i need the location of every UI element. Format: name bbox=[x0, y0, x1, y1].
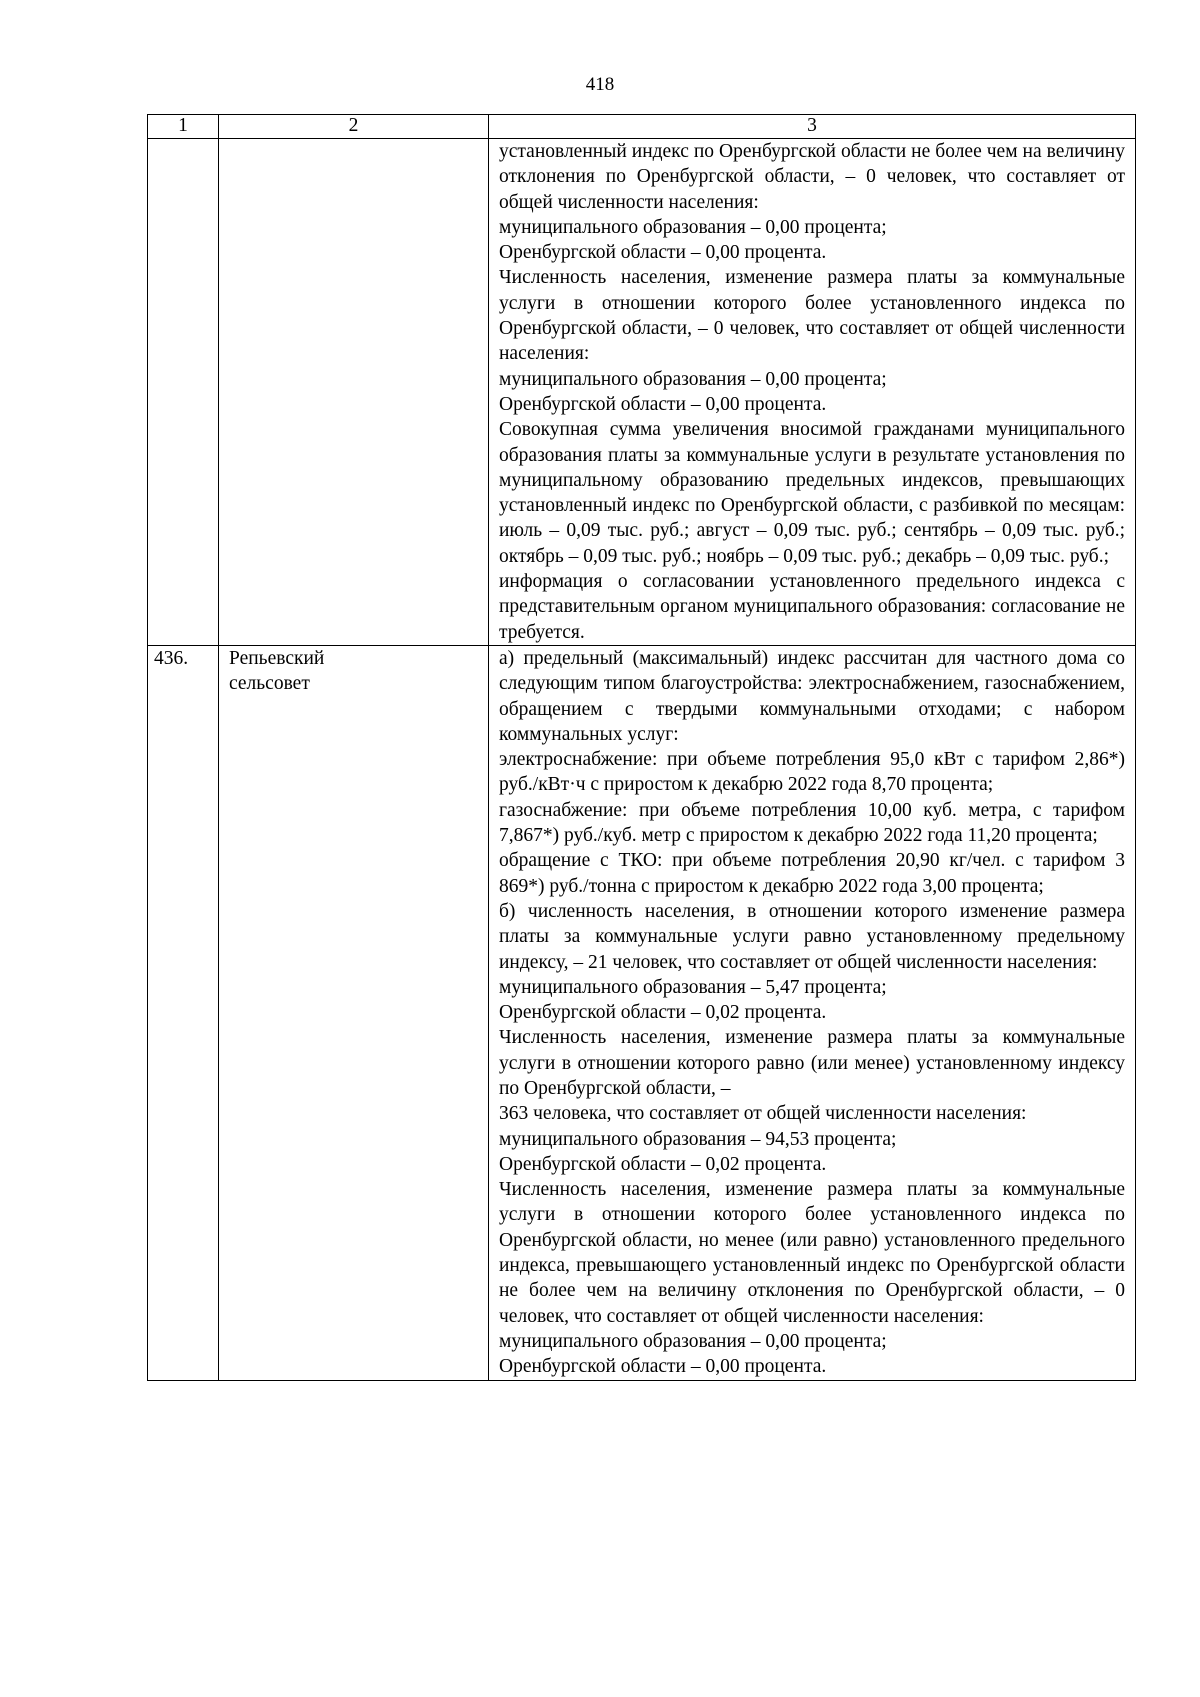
row-name-cell bbox=[219, 645, 489, 1380]
row-number-cell bbox=[148, 139, 219, 646]
paragraph: газоснабжение: при объеме потребления 10,00 куб. метра, с тарифом 7,867*) руб./куб. метр с приростом к декабрю 2022 года 11,20 процента; bbox=[499, 799, 1125, 847]
paragraph: установленный индекс по Оренбургской области не более чем на величину отклонения по Оренбургской области, – 0 человек, что составляет от общей численности населения: bbox=[499, 141, 1125, 213]
row-number-cell bbox=[148, 645, 219, 1380]
municipality-name-line-1: Репьевский bbox=[229, 647, 325, 669]
paragraph: 363 человека, что составляет от общей численности населения: bbox=[499, 1103, 1027, 1125]
paragraph: Оренбургской области – 0,00 процента. bbox=[499, 242, 827, 264]
table-header-row bbox=[148, 115, 1136, 139]
row-text-cell bbox=[489, 645, 1136, 1380]
page-number: 418 bbox=[585, 74, 615, 95]
paragraph: Оренбургской области – 0,02 процента. bbox=[499, 1153, 827, 1175]
paragraph: Оренбургской области – 0,02 процента. bbox=[499, 1002, 827, 1024]
column-header-1: 1 bbox=[148, 115, 219, 139]
municipality-name-line-2: сельсовет bbox=[229, 673, 310, 695]
table-row-436 bbox=[148, 645, 1136, 1380]
column-header-2: 2 bbox=[219, 115, 489, 139]
table-row-continuation bbox=[148, 139, 1136, 646]
row-name-cell bbox=[219, 139, 489, 646]
paragraph: Оренбургской области – 0,00 процента. bbox=[499, 393, 827, 415]
paragraph: Совокупная сумма увеличения вносимой гражданами муниципального образования платы за коммунальные услуги в результате установления по муниципальному образованию предельных индексов, превышающих установленный индекс по Оренбургской области, с разбивкой по месяцам: июль – 0,09 тыс. руб.; август – 0,09 тыс. руб.; сентябрь – 0,09 тыс. руб.; октябрь – 0,09 тыс. руб.; ноябрь – 0,09 тыс. руб.; декабрь – 0,09 тыс. руб.; bbox=[499, 419, 1125, 567]
paragraph: Численность населения, изменение размера платы за коммунальные услуги в отношении которого более установленного индекса по Оренбургской области, но менее (или равно) установленного предельного индекса, превышающего установленный индекс по Оренбургской области не более чем на величину отклонения по Оренбургской области, – 0 человек, что составляет от общей численности населения: bbox=[499, 1179, 1125, 1327]
paragraph: Численность населения, изменение размера платы за коммунальные услуги в отношении которого более установленного индекса по Оренбургской области, – 0 человек, что составляет от общей численности населения: bbox=[499, 267, 1125, 365]
paragraph: Численность населения, изменение размера платы за коммунальные услуги в отношении которого равно (или менее) установленному индексу по Оренбургской области, – bbox=[499, 1027, 1125, 1099]
document-table bbox=[147, 114, 1136, 1381]
paragraph: информация о согласовании установленного предельного индекса с представительным органом муниципального образования: согласование не требуется. bbox=[499, 571, 1125, 643]
paragraph: муниципального образования – 0,00 процента; bbox=[499, 216, 887, 238]
paragraph: электроснабжение: при объеме потребления 95,0 кВт с тарифом 2,86*) руб./кВт·ч с приростом к декабрю 2022 года 8,70 процента; bbox=[499, 749, 1125, 796]
paragraph: а) предельный (максимальный) индекс рассчитан для частного дома со следующим типом благоустройства: электроснабжением, газоснабжением, обращением с твердыми коммунальными отходами; с набором коммунальных услуг: bbox=[499, 647, 1125, 745]
row-text-cell bbox=[489, 139, 1136, 646]
paragraph: муниципального образования – 5,47 процента; bbox=[499, 976, 887, 998]
paragraph: муниципального образования – 0,00 процента; bbox=[499, 368, 887, 390]
paragraph: муниципального образования – 94,53 процента; bbox=[499, 1128, 897, 1150]
column-header-3: 3 bbox=[489, 115, 1136, 139]
continuation-text bbox=[499, 139, 1125, 645]
paragraph: муниципального образования – 0,00 процента; bbox=[499, 1330, 887, 1352]
paragraph: обращение с ТКО: при объеме потребления 20,90 кг/чел. с тарифом 3 869*) руб./тонна с приростом к декабрю 2022 года 3,00 процента; bbox=[499, 850, 1125, 897]
entry-text bbox=[499, 646, 1125, 1380]
paragraph: Оренбургской области – 0,00 процента. bbox=[499, 1356, 827, 1378]
row-number: 436. bbox=[154, 647, 189, 669]
paragraph: б) численность населения, в отношении которого изменение размера платы за коммунальные услуги равно установленному предельному индексу, – 21 человек, что составляет от общей численности населения: bbox=[499, 900, 1125, 973]
